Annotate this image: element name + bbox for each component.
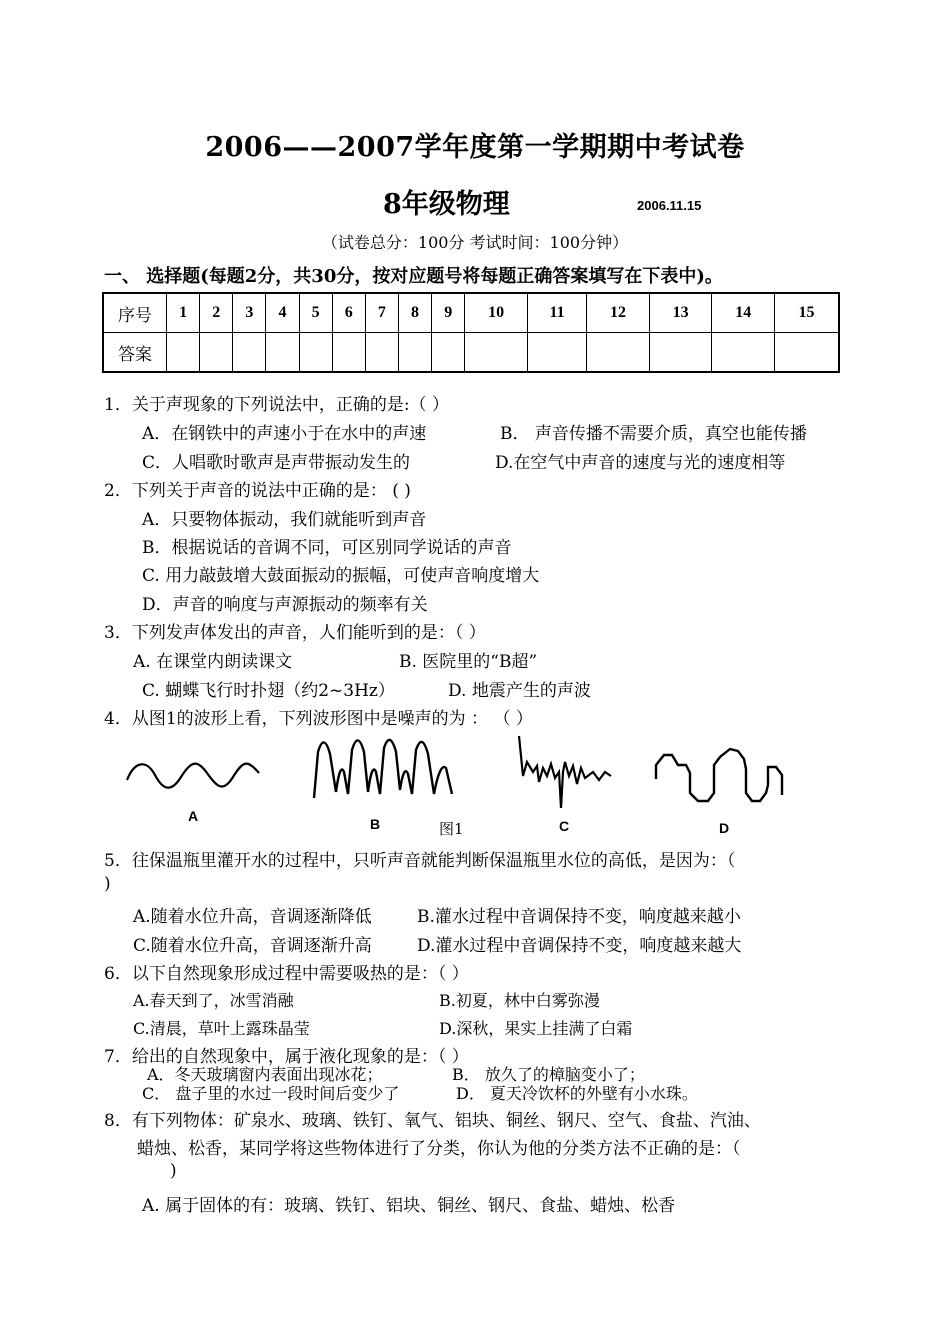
exam-date: 2006.11.15 <box>637 198 702 213</box>
question-5-option-d: D.灌水过程中音调保持不变，响度越来越大 <box>417 936 742 956</box>
waveform-a <box>125 755 265 795</box>
question-number-cell: 15 <box>775 293 839 333</box>
answer-cell[interactable] <box>200 333 233 373</box>
answer-cell[interactable] <box>465 333 528 373</box>
question-number-cell: 10 <box>465 293 528 333</box>
question-8-stem-line3: ) <box>170 1161 177 1181</box>
question-1-option-d: D.在空气中声音的速度与光的速度相等 <box>495 453 786 473</box>
question-1-option-a: A．在钢铁中的声速小于在水中的声速 <box>142 424 427 444</box>
waveform-b <box>310 732 465 802</box>
question-number-cell: 13 <box>649 293 712 333</box>
table-row-answers <box>103 333 839 373</box>
waveform-c-label: C <box>559 818 570 834</box>
question-number-cell: 9 <box>432 293 465 333</box>
answer-cell[interactable] <box>775 333 839 373</box>
figure-caption: 图1 <box>439 820 464 838</box>
question-number-cell: 11 <box>527 293 586 333</box>
row-label-answer: 答案 <box>103 333 167 373</box>
exam-title: 2006——2007学年度第一学期期中考试卷 <box>205 132 745 163</box>
question-number-cell: 1 <box>167 293 200 333</box>
question-7-option-b: B． 放久了的樟脑变小了； <box>452 1065 645 1084</box>
question-6-option-b: B.初夏，林中白雾弥漫 <box>439 991 600 1010</box>
question-3-option-c: C. 蝴蝶飞行时扑翅（约2~3Hz） <box>142 681 395 701</box>
question-2-option-a: A．只要物体振动，我们就能听到声音 <box>142 510 427 530</box>
exam-note: （试卷总分：100分 考试时间：100分钟） <box>321 233 629 252</box>
row-label-number: 序号 <box>103 293 167 333</box>
question-2-option-d: D．声音的响度与声源振动的频率有关 <box>142 595 428 615</box>
question-8-stem-line2: 蜡烛、松香，某同学将这些物体进行了分类，你认为他的分类方法不正确的是：（ <box>137 1139 741 1159</box>
question-3-stem: 3．下列发声体发出的声音，人们能听到的是：（ ） <box>104 623 486 643</box>
question-2-option-b: B．根据说话的音调不同，可区别同学说话的声音 <box>142 538 512 558</box>
table-row-numbers <box>103 293 839 333</box>
question-number-cell: 2 <box>200 293 233 333</box>
question-5-stem-cont: ) <box>104 874 111 894</box>
waveform-b-label: B <box>370 816 381 832</box>
question-number-cell: 14 <box>712 293 775 333</box>
waveform-a-label: A <box>188 808 199 824</box>
question-5-option-a: A.随着水位升高，音调逐渐降低 <box>133 907 372 927</box>
question-5-option-b: B.灌水过程中音调保持不变，响度越来越小 <box>417 907 741 927</box>
answer-cell[interactable] <box>398 333 431 373</box>
answer-cell[interactable] <box>332 333 365 373</box>
question-2-option-c: C. 用力敲鼓增大鼓面振动的振幅，可使声音响度增大 <box>142 566 540 586</box>
exam-subtitle: 8年级物理 <box>383 189 510 220</box>
question-7-option-a: A．冬天玻璃窗内表面出现冰花； <box>147 1065 383 1084</box>
question-8-stem: 8．有下列物体：矿泉水、玻璃、铁钉、氧气、铝块、铜丝、钢尺、空气、食盐、汽油、 <box>104 1111 761 1131</box>
question-1-option-c: C．人唱歌时歌声是声带振动发生的 <box>142 453 411 473</box>
question-number-cell: 12 <box>587 293 650 333</box>
answer-cell[interactable] <box>712 333 775 373</box>
waveform-d-label: D <box>719 820 730 836</box>
answer-cell[interactable] <box>266 333 299 373</box>
section-heading: 一、 选择题(每题2分，共30分，按对应题号将每题正确答案填写在下表中)。 <box>104 266 723 287</box>
question-6-option-d: D.深秋，果实上挂满了白霜 <box>439 1019 633 1038</box>
answer-cell[interactable] <box>527 333 586 373</box>
question-1-option-b: B． 声音传播不需要介质，真空也能传播 <box>500 424 807 444</box>
question-5-stem: 5．往保温瓶里灌开水的过程中，只听声音就能判断保温瓶里水位的高低，是因为：（ <box>104 851 736 871</box>
question-7-option-c: C． 盘子里的水过一段时间后变少了 <box>142 1084 400 1103</box>
answer-table <box>102 292 840 373</box>
question-number-cell: 6 <box>332 293 365 333</box>
question-number-cell: 3 <box>233 293 266 333</box>
question-number-cell: 7 <box>365 293 398 333</box>
question-7-stem: 7．给出的自然现象中，属于液化现象的是：（ ） <box>104 1047 469 1067</box>
question-number-cell: 8 <box>398 293 431 333</box>
question-number-cell: 5 <box>299 293 332 333</box>
answer-cell[interactable] <box>587 333 650 373</box>
question-4-stem: 4．从图1的波形上看，下列波形图中是噪声的为 ： （ ） <box>104 709 533 729</box>
question-6-option-a: A.春天到了，冰雪消融 <box>133 991 294 1010</box>
question-3-option-d: D. 地震产生的声波 <box>448 681 591 701</box>
answer-cell[interactable] <box>233 333 266 373</box>
question-7-option-d: D． 夏天冷饮杯的外壁有小水珠。 <box>456 1084 698 1103</box>
question-number-cell: 4 <box>266 293 299 333</box>
waveform-d <box>652 745 787 807</box>
question-2-stem: 2．下列关于声音的说法中正确的是： ( ) <box>104 481 411 501</box>
answer-cell[interactable] <box>365 333 398 373</box>
question-5-option-c: C.随着水位升高，音调逐渐升高 <box>133 936 372 956</box>
question-6-stem: 6．以下自然现象形成过程中需要吸热的是：（ ） <box>104 964 469 984</box>
question-8-option-a: A. 属于固体的有：玻璃、铁钉、铝块、铜丝、钢尺、食盐、蜡烛、松香 <box>142 1196 676 1216</box>
question-3-option-b: B. 医院里的“B超” <box>399 652 538 672</box>
answer-cell[interactable] <box>167 333 200 373</box>
answer-cell[interactable] <box>649 333 712 373</box>
answer-cell[interactable] <box>432 333 465 373</box>
question-3-option-a: A. 在课堂内朗读课文 <box>133 652 293 672</box>
answer-cell[interactable] <box>299 333 332 373</box>
question-1-stem: 1．关于声现象的下列说法中，正确的是:（ ） <box>104 395 449 415</box>
question-6-option-c: C.清晨，草叶上露珠晶莹 <box>133 1019 310 1038</box>
waveform-c <box>515 732 620 810</box>
